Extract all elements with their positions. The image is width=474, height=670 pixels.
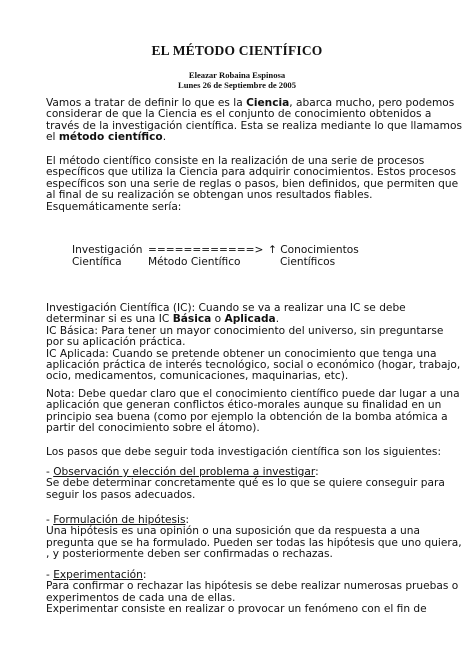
text-run: :: [315, 466, 319, 478]
paragraph-line: Esquemáticamente sería:: [46, 200, 182, 213]
text-run: -: [46, 514, 54, 526]
text-run: el: [46, 131, 59, 144]
term-ciencia: Ciencia: [246, 97, 290, 109]
paragraph-line: por su aplicación práctica.: [46, 336, 186, 349]
step-observation: [46, 467, 451, 501]
paragraph-line: Nota: Debe quedar claro que el conocimiento científico puede dar lugar a una: [46, 388, 460, 400]
scheme-input-line: Científica: [72, 255, 122, 268]
scheme-process: [148, 245, 263, 268]
paragraph-line: Se debe determinar concretamente qué es lo que se quiere conseguir para: [46, 477, 445, 490]
step-heading-text: Observación y elección del problema a investigar: [53, 466, 316, 478]
paragraph-definition: [46, 155, 459, 213]
text-run: o: [211, 313, 225, 326]
text-run: -: [46, 569, 54, 581]
paragraph-line: principio sea buena (como por ejemplo la obtención de la bomba atómica a: [46, 410, 448, 423]
paragraph-line: Para confirmar o rechazar las hipótesis se debe realizar numerosas pruebas o: [46, 580, 459, 593]
text-run: , abarca mucho, pero podemos: [289, 97, 455, 109]
paragraph-line: al final de su realización se obtengan unos resultados fiables.: [46, 189, 373, 202]
text-run: :: [185, 514, 190, 526]
step-hypothesis: [46, 514, 462, 561]
scheme-output-line: Científicos: [280, 255, 336, 268]
scheme-process-label: Método Científico: [148, 255, 241, 268]
paragraph-line: , y posteriormente deben ser confirmadas o rechazas.: [46, 548, 333, 561]
paragraph-line: El método científico consiste en la realización de una serie de procesos: [46, 155, 425, 167]
term-basica: Básica: [172, 313, 212, 326]
paragraph-line: [46, 132, 451, 143]
paragraph-line: través de la investigación científica. Esta se realiza mediante lo que llamamos: [46, 119, 462, 132]
paragraph-intro: [46, 97, 462, 144]
paragraph-line: Una hipótesis es una opinión o una suposición que da respuesta a una: [46, 525, 420, 538]
paragraph-line: Investigación Científica (IC): Cuando se va a realizar una IC se debe: [46, 302, 406, 314]
paragraph-line: IC Básica: Para tener un mayor conocimiento del universo, sin preguntarse: [46, 324, 444, 337]
scheme-arrow: ============>: [148, 244, 264, 256]
scheme-output: [268, 245, 359, 268]
document-title: EL MÉTODO CIENTÍFICO: [151, 43, 323, 58]
step-heading-text: Formulación de hipótesis: [53, 514, 186, 526]
scheme-output-line: ↑ Conocimientos: [268, 244, 359, 256]
scheme-input-line: Investigación: [72, 244, 143, 256]
paragraph-line: experimentos de cada una de ellas.: [46, 591, 236, 604]
paragraph-steps-intro: [46, 447, 451, 458]
term-aplicada: Aplicada: [224, 313, 276, 326]
paragraph-line: Experimentar consiste en realizar o provocar un fenómeno con el fin de: [46, 603, 427, 616]
paragraph-line: seguir los pasos adecuados.: [46, 488, 196, 501]
text-run: .: [275, 313, 280, 326]
text-run: :: [142, 569, 147, 581]
document-date: Lunes 26 de Septiembre de 2005: [177, 80, 296, 90]
step-heading-text: Experimentación: [53, 569, 143, 581]
paragraph-line: específicos que utiliza la Ciencia para adquirir conocimientos. Estos procesos: [46, 166, 456, 179]
text-run: determinar si es una IC: [46, 313, 173, 326]
paragraph-line: considerar de que la Ciencia es el conjunto de conocimiento obtenidos a: [46, 108, 432, 121]
paragraph-line: específicos son una serie de reglas o pasos, bien definidos, que permiten que: [46, 177, 459, 190]
paragraph-line: aplicación práctica de interés tecnológico, social o económico (hogar, trabajo,: [46, 359, 461, 372]
step-experimentation: [46, 569, 459, 616]
scheme-input: [72, 245, 142, 268]
paragraph-ic: [46, 302, 461, 383]
document-author: Eleazar Robaina Espinosa: [188, 70, 286, 80]
paragraph-line: ocio, medicamentos, comunicaciones, maquinarias, etc).: [46, 370, 349, 383]
paragraph-line: partir del conocimiento sobre el átomo).: [46, 422, 260, 435]
text-run: .: [162, 131, 167, 144]
paragraph-line: IC Aplicada: Cuando se pretende obtener un conocimiento que tenga una: [46, 347, 437, 360]
text-run: -: [46, 466, 54, 478]
paragraph-line: Los pasos que debe seguir toda investigación científica son los siguientes:: [46, 446, 442, 458]
paragraph-line: pregunta que se ha formulado. Pueden ser todas las hipótesis que uno quiera,: [46, 536, 462, 549]
term-metodo-cientifico: método científico: [58, 131, 163, 144]
text-run: Vamos a tratar de definir lo que es la: [46, 97, 247, 109]
paragraph-line: aplicación que generan conflictos ético-morales aunque su finalidad en un: [46, 399, 442, 412]
paragraph-note: [46, 388, 460, 435]
